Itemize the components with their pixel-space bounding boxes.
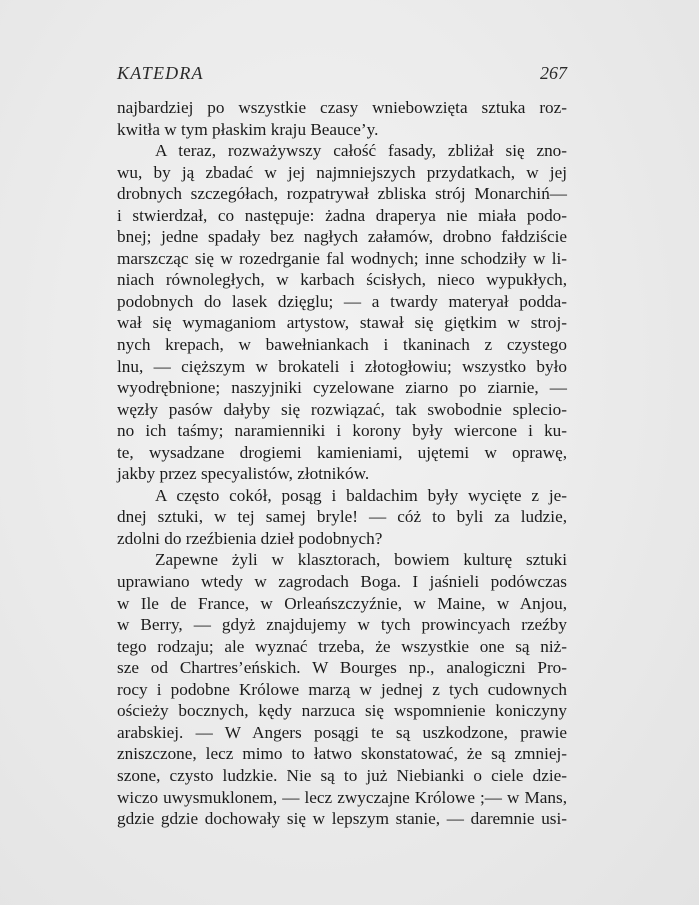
text-line: najbardziej po wszystkie czasy wniebowzięta sztuka roz- bbox=[117, 98, 567, 117]
text-line: węzły pasów dałyby się rozwiązać, tak swobodnie splecio- bbox=[117, 399, 567, 419]
text-line: zniszczone, lecz mimo to łatwo skonstatować, że są zmniej- bbox=[117, 744, 567, 764]
running-title: KATEDRA bbox=[117, 63, 204, 83]
text-line: bnej; jedne spadały bez nagłych załamów, drobno fałdziście bbox=[117, 227, 567, 247]
text-line: w Berry, — gdyż znajdujemy w tych prowincyach rzeźby bbox=[117, 615, 567, 635]
text-line: tego rodzaju; ale wyznać trzeba, że wszystkie one są niż- bbox=[117, 636, 567, 656]
text-line: drobnych szczegółach, rozpatrywał zbliska strój Monarchiń— bbox=[117, 184, 567, 204]
text-line: A teraz, rozważywszy całość fasady, zbliżał się zno- bbox=[155, 141, 567, 161]
text-line: ościeży bocznych, kędy narzuca się wspomnienie koniczyny bbox=[117, 701, 567, 721]
text-line: lnu, — cięższym w brokateli i złotogłowiu; wszystko było bbox=[117, 356, 567, 376]
text-line: Zapewne żyli w klasztorach, bowiem kulturę sztuki bbox=[155, 550, 567, 570]
text-line: te, wysadzane drogiemi kamieniami, ujętemi w oprawę, bbox=[117, 442, 567, 462]
text-line: gdzie gdzie dochowały się w lepszym stanie, — daremnie usi- bbox=[117, 809, 567, 829]
page-number: 267 bbox=[540, 63, 567, 83]
text-line: arabskiej. — W Angers posągi te są uszkodzone, prawie bbox=[117, 722, 567, 742]
text-line: wał się wymaganiom artystow, stawał się giętkim w stroj- bbox=[117, 313, 567, 333]
text-line: A często cokół, posąg i baldachim były wycięte z je- bbox=[155, 485, 567, 505]
text-line: zdolni do rzeźbienia dzieł podobnych? bbox=[117, 528, 383, 548]
body-text bbox=[117, 97, 567, 830]
text-line: w Ile de France, w Orleańszczyźnie, w Maine, w Anjou, bbox=[117, 593, 567, 613]
text-line: wu, by ją zbadać w jej najmniejszych przydatkach, w jej bbox=[117, 162, 567, 182]
text-line: szone, czysto ludzkie. Nie są to już Niebianki o ciele dzie- bbox=[117, 765, 567, 785]
text-line: uprawiano wtedy w zagrodach Boga. I jaśnieli podówczas bbox=[117, 572, 567, 592]
text-line: marszcząc się w rozedrganie fal wodnych; inne schodziły w li- bbox=[117, 248, 567, 268]
text-line: i stwierdzał, co następuje: żadna draperya nie miała podo- bbox=[117, 205, 567, 225]
text-line: rocy i podobne Królowe marzą w jednej z tych cudownych bbox=[117, 679, 567, 699]
running-head bbox=[117, 63, 567, 87]
text-line: podobnych do lasek dzięglu; — a twardy materyał podda- bbox=[117, 291, 567, 311]
text-line: dnej sztuki, w tej samej bryle! — cóż to byli za ludzie, bbox=[117, 507, 567, 527]
text-line: kwitła w tym płaskim kraju Beauce’y. bbox=[117, 119, 379, 139]
text-line: nych krepach, w bawełniankach i tkaninach z czystego bbox=[117, 335, 567, 355]
text-line: wiczo uwysmuklonem, — lecz zwyczajne Królowe ;— w Mans, bbox=[117, 787, 567, 807]
text-line: jakby przez specyalistów, złotników. bbox=[117, 464, 370, 484]
text-line: niach równoległych, w karbach ścisłych, nieco wypukłych, bbox=[117, 270, 567, 290]
text-line: sze od Chartres’eńskich. W Bourges np., analogiczni Pro- bbox=[117, 658, 567, 678]
text-line: wyodrębnione; naszyjniki cyzelowane ziarno po ziarnie, — bbox=[117, 378, 567, 398]
text-line: no ich taśmy; naramienniki i korony były wiercone i ku- bbox=[117, 421, 567, 441]
